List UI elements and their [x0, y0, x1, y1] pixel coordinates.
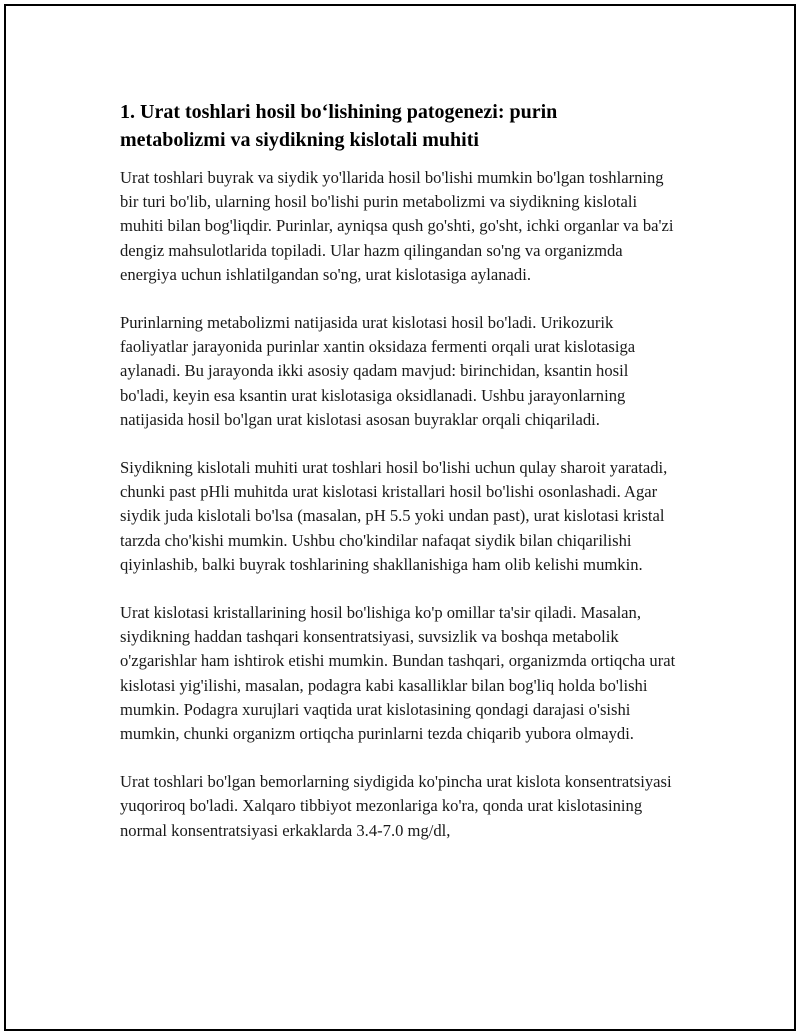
- paragraph-5: Urat toshlari bo'lgan bemorlarning siydigida ko'pincha urat kislota konsentratsiyasi yuqoriroq bo'ladi. Xalqaro tibbiyot mezonlariga ko'ra, qonda urat kislotasining normal konsentratsiyasi erkaklarda 3.4-7.0 mg/dl,: [120, 772, 672, 840]
- paragraph-4: Urat kislotasi kristallarining hosil bo'lishiga ko'p omillar ta'sir qiladi. Masalan, siydikning haddan tashqari konsentratsiyasi, suvsizlik va boshqa metabolik o'zgarishlar ham ishtirok etishi mumkin. Bundan tashqari, organizmda ortiqcha urat kislotasi yig'ilishi, masalan, podagra kabi kasalliklar bilan bog'liq holda bo'lishi mumkin. Podagra xurujlari vaqtida urat kislotasining qondagi darajasi o'sishi mumkin, chunki organizm ortiqcha purinlarni tezda chiqarib yubora olmaydi.: [120, 603, 676, 744]
- section-heading-line-2: metabolizmi va siydikning kislotali muhiti: [120, 129, 479, 151]
- page-frame: [4, 4, 796, 1031]
- document-body: [120, 98, 680, 867]
- section-heading: [120, 98, 680, 154]
- paragraph-3: Siydikning kislotali muhiti urat toshlari hosil bo'lishi uchun qulay sharoit yaratadi, chunki past pHli muhitda urat kislotasi kristallari hosil bo'lishi osonlashadi. Agar siydik juda kislotali bo'lsa (masalan, pH 5.5 yoki undan past), urat kislotasi kristal tarzda cho'kishi mumkin. Ushbu cho'kindilar nafaqat siydik bilan chiqarilishi qiyinlashib, balki buyrak toshlarining shakllanishiga ham olib kelishi mumkin.: [120, 458, 668, 574]
- section-heading-line-1: 1. Urat toshlari hosil bo‘lishining patogenezi: purin: [120, 101, 558, 123]
- paragraph-2: Purinlarning metabolizmi natijasida urat kislotasi hosil bo'ladi. Urikozurik faoliyatlar jarayonida purinlar xantin oksidaza fermenti orqali urat kislotasiga aylanadi. Bu jarayonda ikki asosiy qadam mavjud: birinchidan, ksantin hosil bo'ladi, keyin esa ksantin urat kislotasiga oksidlanadi. Ushbu jarayonlarning natijasida hosil bo'lgan urat kislotasi asosan buyraklar orqali chiqariladi.: [120, 313, 636, 429]
- paragraph-1: Urat toshlari buyrak va siydik yo'llarida hosil bo'lishi mumkin bo'lgan toshlarning bir turi bo'lib, ularning hosil bo'lishi purin metabolizmi va siydikning kislotali muhiti bilan bog'liqdir. Purinlar, ayniqsa qush go'shti, go'sht, ichki organlar va ba'zi dengiz mahsulotlarida topiladi. Ular hazm qilingandan so'ng va organizmda energiya uchun ishlatilgandan so'ng, urat kislotasiga aylanadi.: [120, 168, 674, 284]
